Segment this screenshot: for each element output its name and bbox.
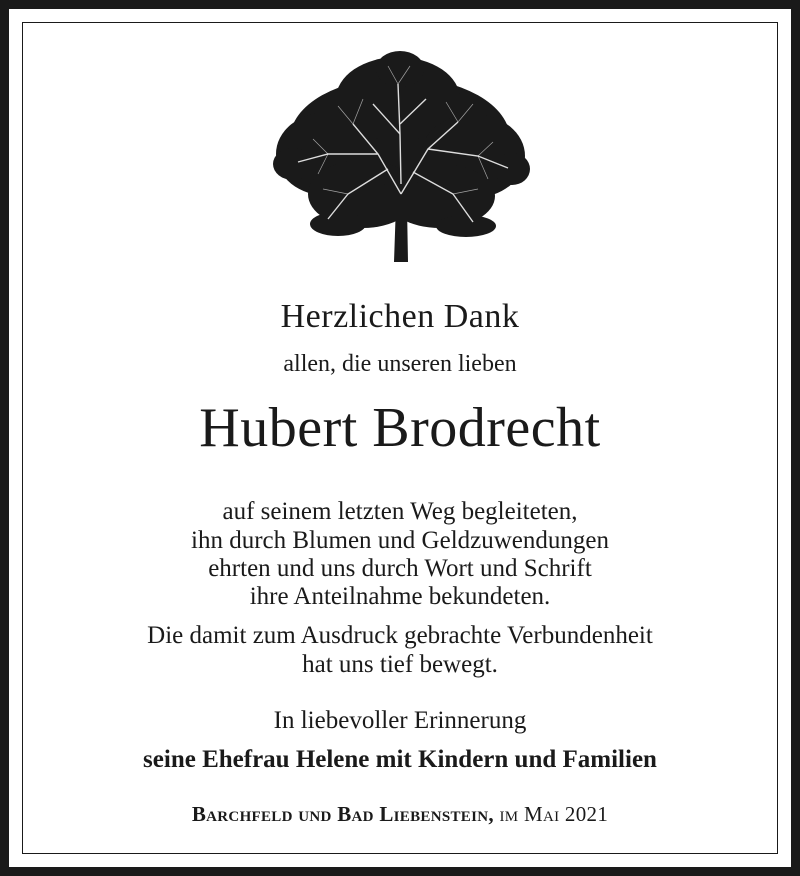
body-line: ihn durch Blumen und Geldzuwendungen [191,527,609,554]
date-text: im Mai 2021 [499,802,609,826]
memory-line: In liebevoller Erinnerung [273,707,527,734]
body-line: auf seinem letzten Weg begleiteten, [222,498,578,525]
thanks-heading: Herzlichen Dank [280,298,520,335]
deceased-name: Hubert Brodrecht [199,397,601,459]
body-line: ihre Anteilnahme bekundeten. [249,583,551,610]
tree-icon [268,44,532,262]
body-line: hat uns tief bewegt. [302,651,498,678]
signature-line: seine Ehefrau Helene mit Kindern und Familien [143,746,657,773]
body-line: Die damit zum Ausdruck gebrachte Verbundenheit [147,622,653,649]
body-line: ehrten und uns durch Wort und Schrift [208,555,592,582]
place-text: Barchfeld und Bad Liebenstein, [191,802,494,826]
place-date-line [0,802,800,827]
intro-text: allen, die unseren lieben [283,351,517,377]
